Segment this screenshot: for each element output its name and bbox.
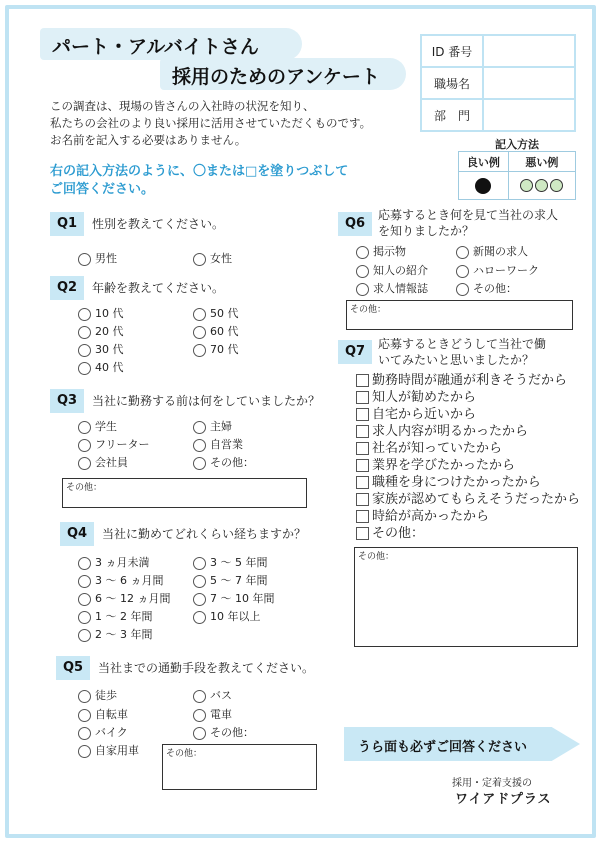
radio-circle-icon[interactable] xyxy=(78,344,91,357)
q4-option[interactable]: 7 〜 10 年間 xyxy=(193,592,275,606)
radio-circle-icon[interactable] xyxy=(193,326,206,339)
radio-circle-icon[interactable] xyxy=(193,709,206,722)
q6-option[interactable]: 求人情報誌 xyxy=(356,282,428,296)
radio-circle-icon[interactable] xyxy=(456,283,469,296)
radio-circle-icon[interactable] xyxy=(456,246,469,259)
bad-example-marks xyxy=(508,172,575,200)
banner-text: うら面も必ずご回答ください xyxy=(358,740,528,755)
q3-text: 当社に勤務する前は何をしていましたか？ xyxy=(92,394,321,408)
q5-label: Q5 xyxy=(56,656,90,680)
checkbox-icon[interactable] xyxy=(356,527,369,540)
id-number-label: ID 番号 xyxy=(421,35,483,67)
company-name: ワイアドプラス xyxy=(455,792,552,807)
intro-line: この調査は、現場の皆さんの入社時の状況を知り、 xyxy=(50,99,315,113)
q2-option[interactable]: 30 代 xyxy=(78,343,124,357)
id-number-field[interactable] xyxy=(483,35,575,67)
q3-label: Q3 xyxy=(50,389,84,413)
scribble-circle-icon xyxy=(550,179,563,192)
q4-label: Q4 xyxy=(60,522,94,546)
q5-option[interactable]: 徒歩 xyxy=(78,689,117,703)
q7-text xyxy=(378,336,546,368)
instruction-text xyxy=(50,163,390,199)
radio-circle-icon[interactable] xyxy=(78,629,91,642)
id-table xyxy=(420,34,576,132)
radio-circle-icon[interactable] xyxy=(78,575,91,588)
q2-option[interactable]: 40 代 xyxy=(78,361,124,375)
q3-option[interactable]: 会社員 xyxy=(78,456,128,470)
q2-option[interactable]: 10 代 xyxy=(78,307,124,321)
q3-option[interactable]: 自営業 xyxy=(193,438,243,452)
q7-option[interactable]: 知人が勧めたから xyxy=(356,391,476,405)
q7-option[interactable]: その他： xyxy=(356,527,424,541)
title-line-2: 採用のためのアンケート xyxy=(160,58,406,90)
q7-option[interactable]: 社名が知っていたから xyxy=(356,442,502,456)
q1-label: Q1 xyxy=(50,212,84,236)
radio-circle-icon[interactable] xyxy=(193,575,206,588)
q6-option[interactable]: その他： xyxy=(456,282,517,296)
q7-option[interactable]: 勤務時間が融通が利きそうだから xyxy=(356,374,567,388)
good-example-label: 良い例 xyxy=(459,152,509,172)
q2-option[interactable]: 70 代 xyxy=(193,343,239,357)
q3-option[interactable]: 主婦 xyxy=(193,420,232,434)
checkbox-icon[interactable] xyxy=(356,476,369,489)
company-subtitle: 採用・定着支援の xyxy=(452,778,532,789)
radio-circle-icon[interactable] xyxy=(78,745,91,758)
radio-circle-icon[interactable] xyxy=(193,593,206,606)
q6-other-box[interactable] xyxy=(346,300,573,330)
radio-circle-icon[interactable] xyxy=(193,421,206,434)
radio-circle-icon[interactable] xyxy=(78,439,91,452)
other-label: その他： xyxy=(350,305,387,315)
q3-option[interactable]: その他： xyxy=(193,456,254,470)
other-label: その他： xyxy=(66,483,103,493)
q4-option[interactable]: 2 〜 3 年間 xyxy=(78,628,153,642)
q7-other-box[interactable] xyxy=(354,547,578,647)
other-label: その他： xyxy=(358,552,395,562)
q6-option[interactable]: 知人の紹介 xyxy=(356,264,428,278)
q5-other-box[interactable] xyxy=(162,744,317,790)
q7-option[interactable]: 求人内容が明るかったから xyxy=(356,425,528,439)
q2-label: Q2 xyxy=(50,276,84,300)
checkbox-icon[interactable] xyxy=(356,510,369,523)
q6-option[interactable]: ハローワーク xyxy=(456,264,539,278)
radio-circle-icon[interactable] xyxy=(78,362,91,375)
radio-circle-icon[interactable] xyxy=(193,457,206,470)
radio-circle-icon[interactable] xyxy=(193,439,206,452)
workplace-field[interactable] xyxy=(483,67,575,99)
q5-option[interactable]: 自家用車 xyxy=(78,744,139,758)
q7-option[interactable]: 家族が認めてもらえそうだったから xyxy=(356,493,580,507)
q7-text-line: 応募するときどうして当社で働 xyxy=(378,337,547,351)
partial-circle-icon xyxy=(520,179,533,192)
radio-circle-icon[interactable] xyxy=(78,727,91,740)
q3-option[interactable]: 学生 xyxy=(78,420,117,434)
q2-text: 年齢を教えてください。 xyxy=(92,281,225,295)
check-circle-icon xyxy=(535,179,548,192)
radio-circle-icon[interactable] xyxy=(78,709,91,722)
q4-option[interactable]: 10 年以上 xyxy=(193,610,261,624)
radio-circle-icon[interactable] xyxy=(193,253,206,266)
radio-circle-icon[interactable] xyxy=(356,265,369,278)
q5-option[interactable]: 自転車 xyxy=(78,708,128,722)
radio-circle-icon[interactable] xyxy=(78,593,91,606)
q1-option[interactable]: 女性 xyxy=(193,252,232,266)
q7-option[interactable]: 職種を身につけたかったから xyxy=(356,476,541,490)
howto-title: 記入方法 xyxy=(495,138,539,151)
radio-circle-icon[interactable] xyxy=(78,557,91,570)
intro-text xyxy=(50,98,410,149)
instruction-line: ご回答ください。 xyxy=(50,182,155,197)
radio-circle-icon[interactable] xyxy=(78,253,91,266)
q4-option[interactable]: 6 〜 12 ヵ月間 xyxy=(78,592,171,606)
q5-text: 当社までの通勤手段を教えてください。 xyxy=(98,661,315,675)
q4-option[interactable]: 3 〜 5 年間 xyxy=(193,556,268,570)
q7-option[interactable]: 時給が高かったから xyxy=(356,510,489,524)
title-line-1: パート・アルバイトさん xyxy=(40,28,302,60)
workplace-label: 職場名 xyxy=(421,67,483,99)
q7-option[interactable]: 自宅から近いから xyxy=(356,408,476,422)
q7-label: Q7 xyxy=(338,340,372,364)
radio-circle-icon[interactable] xyxy=(193,690,206,703)
q2-option[interactable]: 60 代 xyxy=(193,325,239,339)
radio-circle-icon[interactable] xyxy=(78,308,91,321)
q6-text-line: を知りましたか？ xyxy=(378,224,475,238)
back-side-banner xyxy=(344,727,580,761)
q4-option[interactable]: 3 ヵ月未満 xyxy=(78,556,150,570)
q6-option[interactable]: 掲示物 xyxy=(356,245,406,259)
q7-option[interactable]: 業界を学びたかったから xyxy=(356,459,515,473)
checkbox-icon[interactable] xyxy=(356,374,369,387)
q6-label: Q6 xyxy=(338,212,372,236)
checkbox-icon[interactable] xyxy=(356,442,369,455)
checkbox-icon[interactable] xyxy=(356,459,369,472)
q4-option[interactable]: 3 〜 6 ヵ月間 xyxy=(78,574,164,588)
q2-option[interactable]: 50 代 xyxy=(193,307,239,321)
radio-circle-icon[interactable] xyxy=(193,308,206,321)
q4-option[interactable]: 1 〜 2 年間 xyxy=(78,610,153,624)
other-label: その他： xyxy=(166,749,203,759)
q3-other-box[interactable] xyxy=(62,478,307,508)
checkbox-icon[interactable] xyxy=(356,425,369,438)
radio-circle-icon[interactable] xyxy=(193,557,206,570)
radio-circle-icon[interactable] xyxy=(193,611,206,624)
q1-option[interactable]: 男性 xyxy=(78,252,117,266)
good-example-mark xyxy=(459,172,509,200)
department-label: 部 門 xyxy=(421,99,483,131)
checkbox-icon[interactable] xyxy=(356,493,369,506)
radio-circle-icon[interactable] xyxy=(78,326,91,339)
intro-line: お名前を記入する必要はありません。 xyxy=(50,133,247,147)
q4-option[interactable]: 5 〜 7 年間 xyxy=(193,574,268,588)
q1-text: 性別を教えてください。 xyxy=(92,217,225,231)
radio-circle-icon[interactable] xyxy=(78,611,91,624)
q4-text: 当社に勤めてどれくらい経ちますか？ xyxy=(102,527,307,541)
checkbox-icon[interactable] xyxy=(356,408,369,421)
radio-circle-icon[interactable] xyxy=(78,457,91,470)
q3-option[interactable]: フリーター xyxy=(78,438,150,452)
checkbox-icon[interactable] xyxy=(356,391,369,404)
bad-example-label: 悪い例 xyxy=(508,152,575,172)
q5-option[interactable]: バイク xyxy=(78,726,128,740)
radio-circle-icon[interactable] xyxy=(356,283,369,296)
radio-circle-icon[interactable] xyxy=(456,265,469,278)
q6-text xyxy=(378,207,558,239)
intro-line: 私たちの会社のより良い採用に活用させていただくものです。 xyxy=(50,116,372,130)
q2-option[interactable]: 20 代 xyxy=(78,325,124,339)
department-field[interactable] xyxy=(483,99,575,131)
q7-text-line: いてみたいと思いましたか？ xyxy=(378,353,535,367)
radio-circle-icon[interactable] xyxy=(78,421,91,434)
q6-text-line: 応募するとき何を見て当社の求人 xyxy=(378,208,559,222)
filled-circle-icon xyxy=(475,178,491,194)
q5-option[interactable]: 電車 xyxy=(193,708,232,722)
radio-circle-icon[interactable] xyxy=(78,690,91,703)
radio-circle-icon[interactable] xyxy=(193,344,206,357)
radio-circle-icon[interactable] xyxy=(356,246,369,259)
q5-option[interactable]: バス xyxy=(193,689,232,703)
q6-option[interactable]: 新聞の求人 xyxy=(456,245,528,259)
instruction-line: 右の記入方法のように、〇または□を塗りつぶして xyxy=(50,164,349,179)
radio-circle-icon[interactable] xyxy=(193,727,206,740)
howto-table xyxy=(458,151,576,200)
q5-option[interactable]: その他： xyxy=(193,726,254,740)
